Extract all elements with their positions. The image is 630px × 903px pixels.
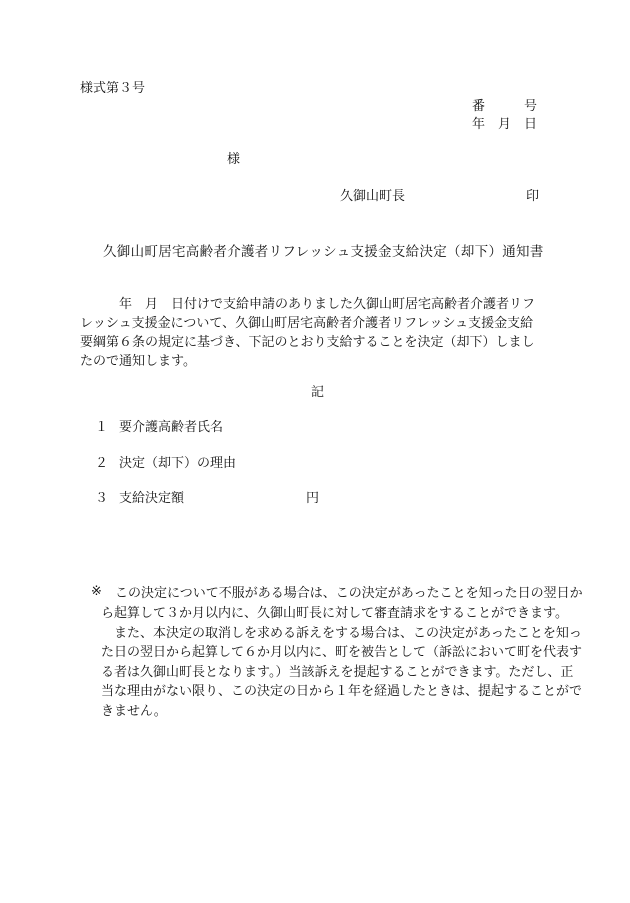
note-line: ら起算して３か月以内に、久御山町長に対して審査請求をすることができます。 [101,606,568,621]
item-label: 支給決定額 [119,491,185,506]
note-line: た日の翌日から起算して６か月以内に、町を被告として（訴訟において町を代表す [101,645,583,660]
document-title: 久御山町居宅高齢者介護者リフレッシュ支援金支給決定（却下）通知書 [103,244,544,260]
item-number: ２ [95,456,109,471]
ki-heading: 記 [311,385,325,400]
note-line: 当な理由がない限り、この決定の日から１年を経過したときは、提起することがで [101,684,583,699]
note-line: この決定について不服がある場合は、この決定があったことを知った日の翌日か [115,586,583,601]
amount-unit: 円 [306,491,320,506]
body-line: レッシュ支援金について、久御山町居宅高齢者介護者リフレッシュ支援金支給 [80,316,534,331]
form-number: 様式第３号 [80,81,146,96]
body-line: たので通知します。 [80,354,196,369]
item-number: １ [95,420,109,435]
item-label: 決定（却下）の理由 [119,456,237,471]
item-number: ３ [95,491,109,506]
addressee-honorific: 様 [227,152,241,167]
body-line: 年 月 日付けで支給申請のありました久御山町居宅高齢者介護者リフ [80,297,536,312]
note-line: きません。 [101,704,167,719]
document-number-label: 番 号 [472,99,538,114]
note-mark: ※ [91,584,102,599]
issuer-name: 久御山町長 [340,189,406,204]
item-label: 要介護高齢者氏名 [119,420,224,435]
note-line: また、本決定の取消しを求める訴えをする場合は、この決定があったことを知っ [101,626,582,641]
body-line: 要綱第６条の規定に基づき、下記のとおり支給することを決定（却下）しまし [80,335,535,350]
document-date-label: 年 月 日 [472,117,538,132]
note-line: る者は久御山町長となります。）当該訴えを提起することができます。ただし、正 [101,665,574,680]
issuer-seal: 印 [526,189,540,204]
